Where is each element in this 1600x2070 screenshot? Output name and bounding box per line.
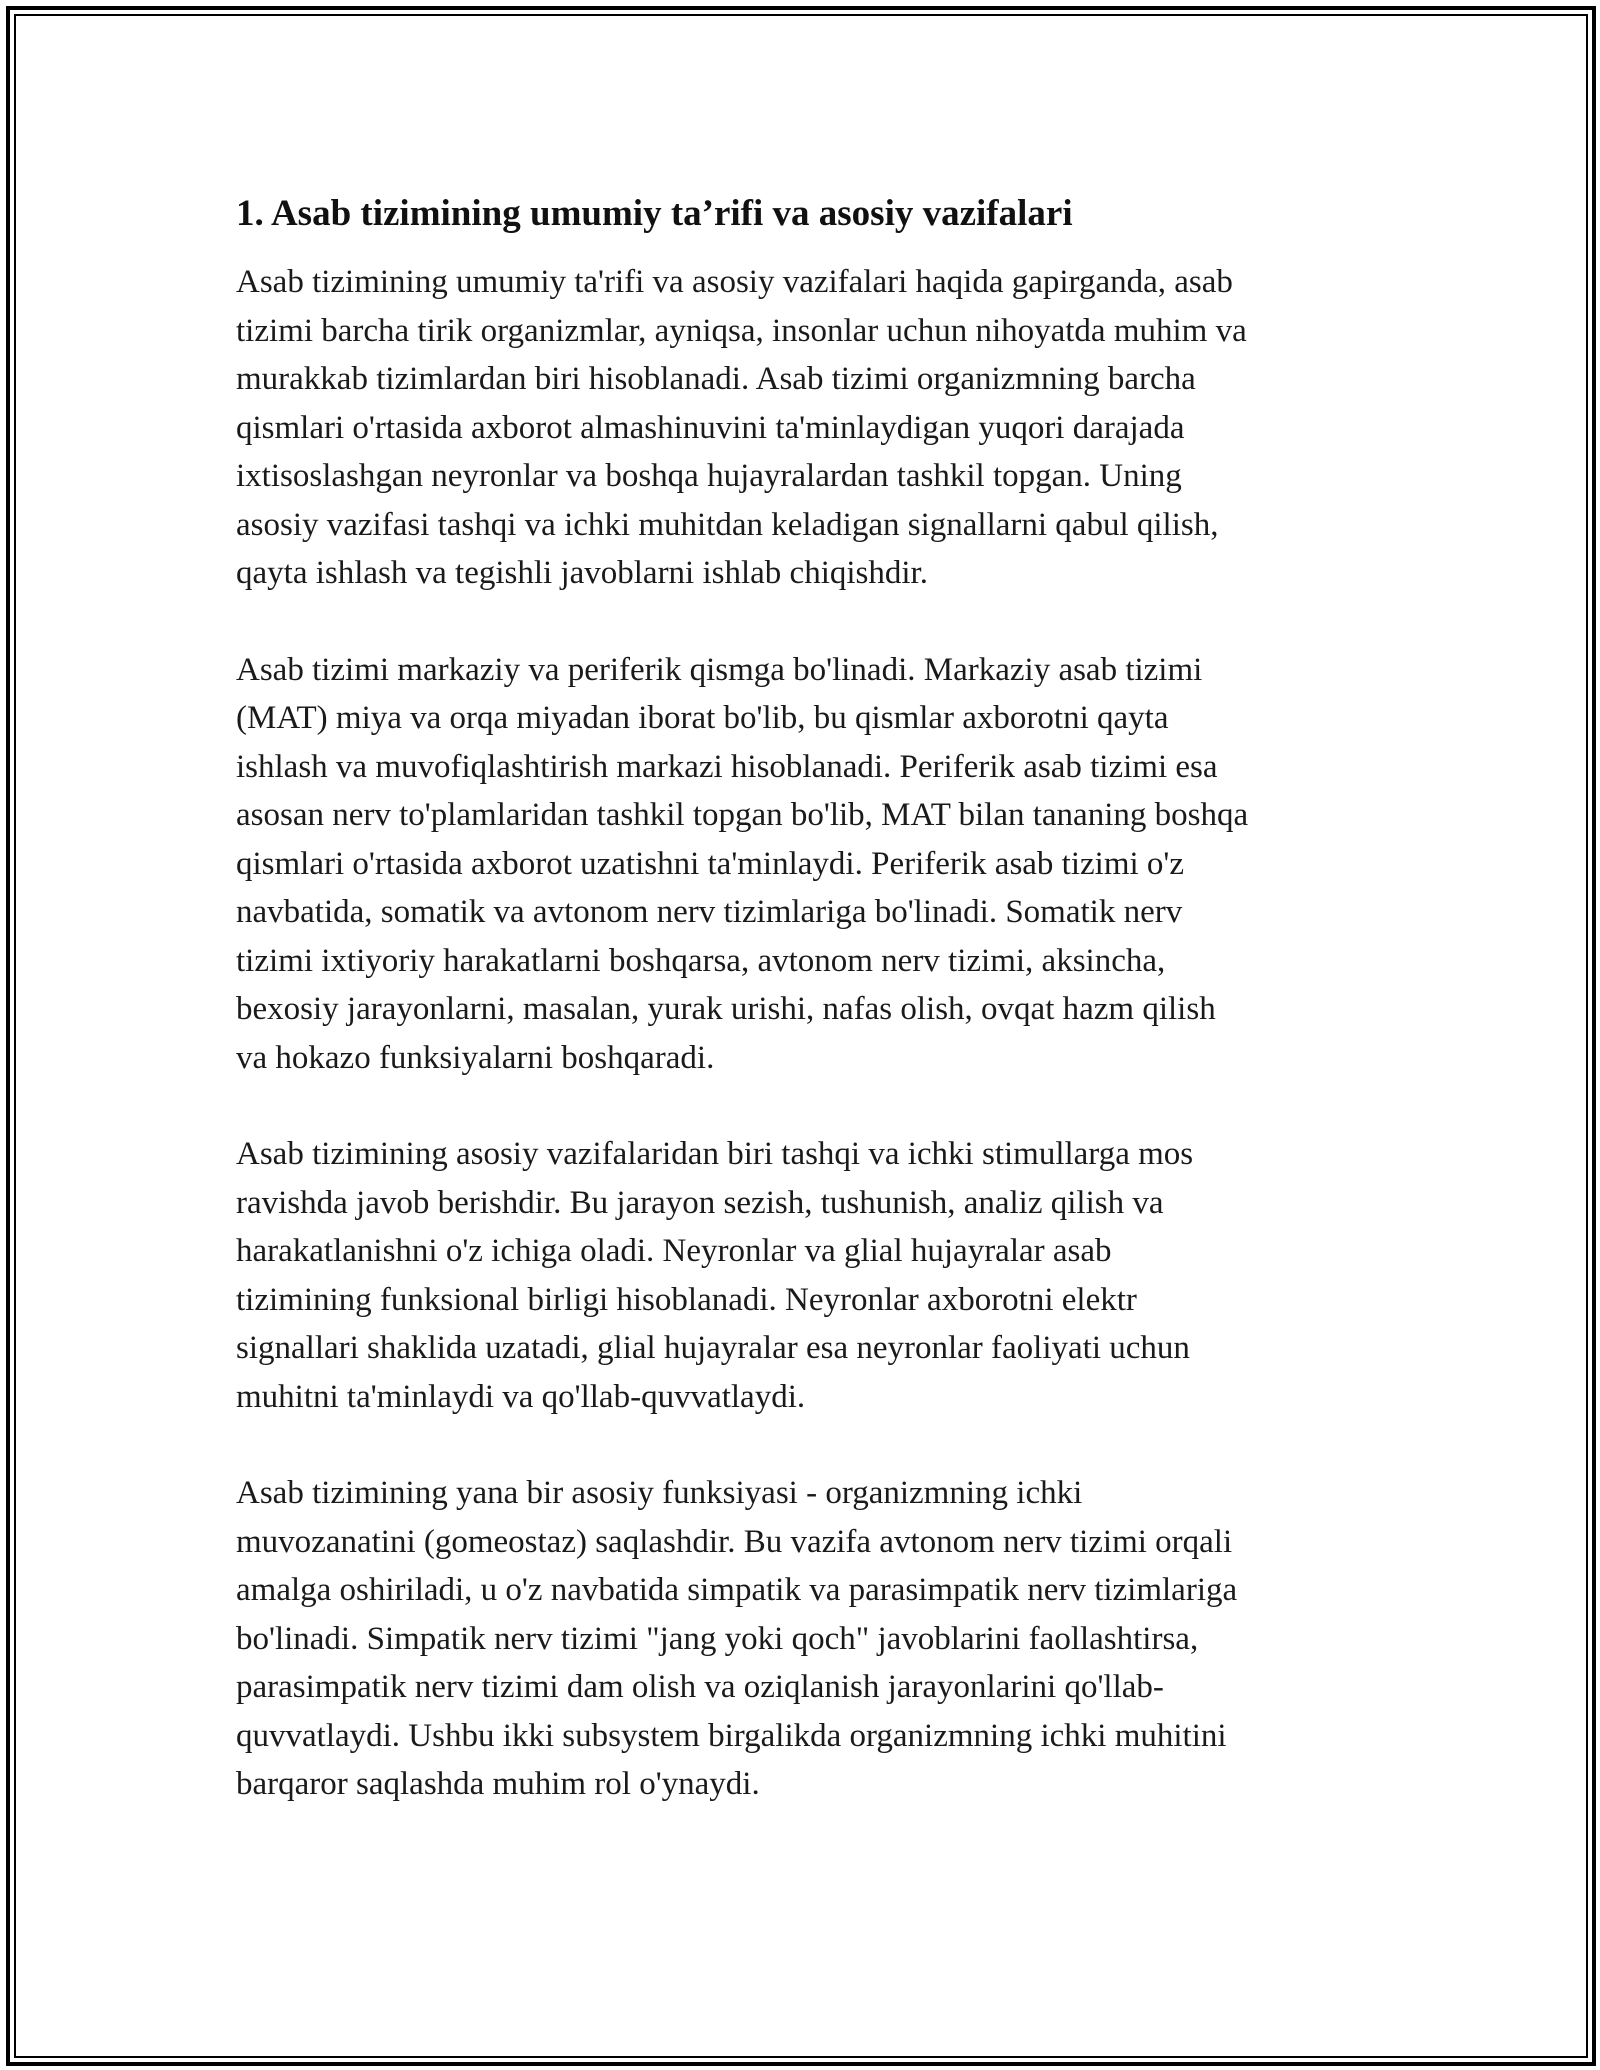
text-line: asosiy vazifasi tashqi va ichki muhitdan keladigan signallarni qabul qilish,	[236, 506, 1219, 543]
paragraph-1	[236, 258, 1386, 598]
text-line: qismlari o'rtasida axborot almashinuvini ta'minlaydigan yuqori darajada	[236, 409, 1185, 446]
text-line: harakatlanishni o'z ichiga oladi. Neyronlar va glial hujayralar asab	[236, 1233, 1112, 1269]
paragraph-4	[236, 1469, 1386, 1809]
text-line: muhitni ta'minlaydi va qo'llab-quvvatlaydi.	[236, 1378, 806, 1415]
text-line: barqaror saqlashda muhim rol o'ynaydi.	[236, 1766, 760, 1802]
text-line: va hokazo funksiyalarni boshqaradi.	[236, 1039, 715, 1076]
text-line: ishlash va muvofiqlashtirish markazi hisoblanadi. Periferik asab tizimi esa	[236, 748, 1218, 785]
text-line: parasimpatik nerv tizimi dam olish va oziqlanish jarayonlarini qo'llab-	[236, 1669, 1164, 1705]
text-line: qayta ishlash va tegishli javoblarni ishlab chiqishdir.	[236, 555, 928, 591]
text-line: ixtisoslashgan neyronlar va boshqa hujayralardan tashkil topgan. Uning	[236, 458, 1182, 494]
text-line: (MAT) miya va orqa miyadan iborat bo'lib, bu qismlar axborotni qayta	[236, 700, 1169, 736]
text-line: tizimi ixtiyoriy harakatlarni boshqarsa, avtonom nerv tizimi, aksincha,	[236, 942, 1166, 979]
paragraph-2	[236, 646, 1386, 1083]
paragraph-3	[236, 1130, 1386, 1421]
text-line: Asab tizimi markaziy va periferik qismga bo'linadi. Markaziy asab tizimi	[236, 651, 1203, 688]
text-line: Asab tizimining yana bir asosiy funksiyasi - organizmning ichki	[236, 1475, 1083, 1511]
text-line: asosan nerv to'plamlaridan tashkil topgan bo'lib, MAT bilan tananing boshqa	[236, 797, 1249, 833]
document-body	[236, 190, 1386, 1857]
section-heading: 1. Asab tizimining umumiy ta’rifi va asosiy vazifalari	[236, 193, 1073, 234]
text-line: Asab tizimining umumiy ta'rifi va asosiy vazifalari haqida gapirganda, asab	[236, 264, 1233, 300]
text-line: tizimining funksional birligi hisoblanadi. Neyronlar axborotni elektr	[236, 1281, 1137, 1318]
text-line: muvozanatini (gomeostaz) saqlashdir. Bu vazifa avtonom nerv tizimi orqali	[236, 1523, 1233, 1560]
text-line: tizimi barcha tirik organizmlar, ayniqsa, insonlar uchun nihoyatda muhim va	[236, 312, 1247, 349]
text-line: quvvatlaydi. Ushbu ikki subsystem birgalikda organizmning ichki muhitini	[236, 1717, 1227, 1754]
text-line: qismlari o'rtasida axborot uzatishni ta'minlaydi. Periferik asab tizimi o'z	[236, 845, 1185, 882]
text-line: murakkab tizimlardan biri hisoblanadi. Asab tizimi organizmning barcha	[236, 361, 1196, 397]
text-line: signallari shaklida uzatadi, glial hujayralar esa neyronlar faoliyati uchun	[236, 1330, 1190, 1366]
text-line: bo'linadi. Simpatik nerv tizimi "jang yoki qoch" javoblarini faollashtirsa,	[236, 1620, 1199, 1657]
text-line: bexosiy jarayonlarni, masalan, yurak urishi, nafas olish, ovqat hazm qilish	[236, 991, 1216, 1027]
text-line: navbatida, somatik va avtonom nerv tizimlariga bo'linadi. Somatik nerv	[236, 894, 1183, 930]
text-line: ravishda javob berishdir. Bu jarayon sezish, tushunish, analiz qilish va	[236, 1184, 1164, 1221]
text-line: amalga oshiriladi, u o'z navbatida simpatik va parasimpatik nerv tizimlariga	[236, 1572, 1238, 1608]
text-line: Asab tizimining asosiy vazifalaridan biri tashqi va ichki stimullarga mos	[236, 1136, 1194, 1172]
